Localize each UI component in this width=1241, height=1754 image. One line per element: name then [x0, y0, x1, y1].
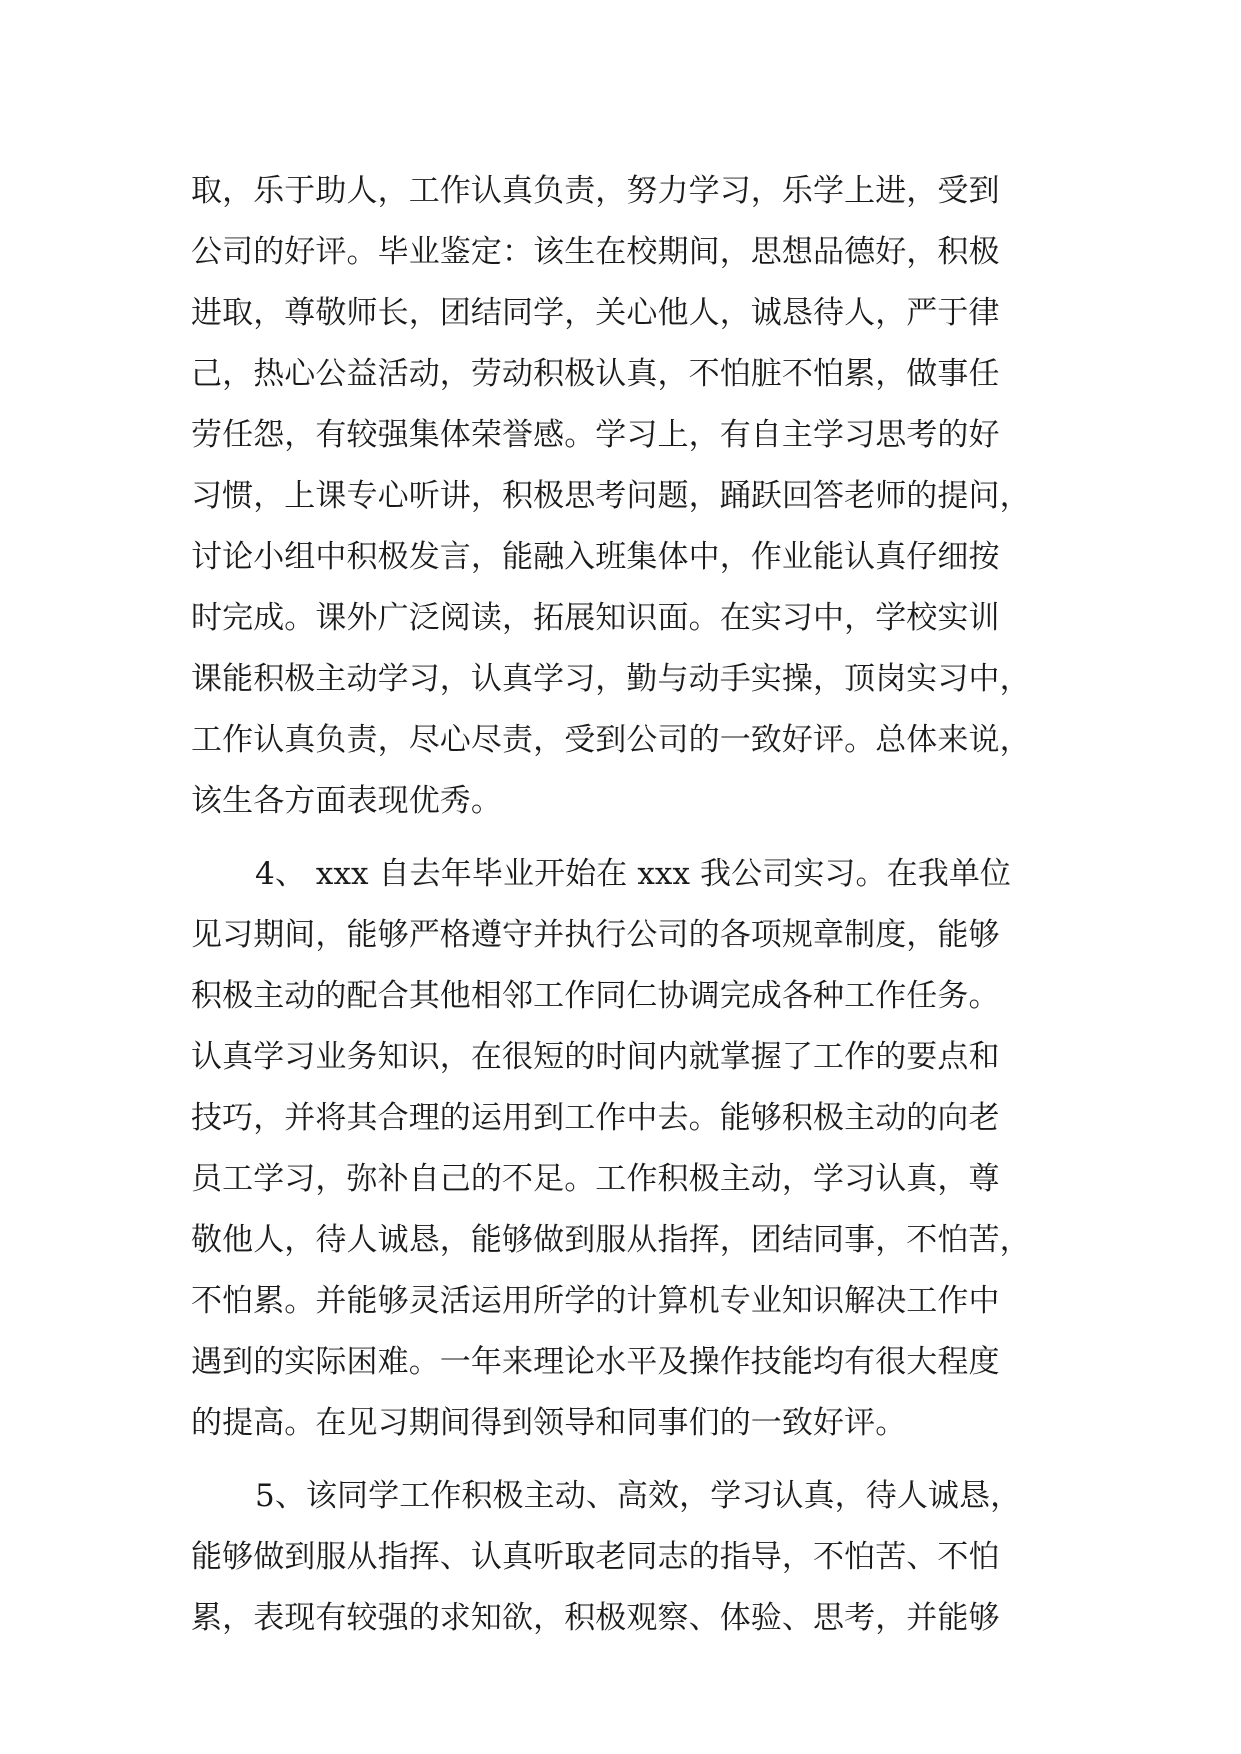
text-line: 认真学习业务知识，在很短的时间内就掌握了工作的要点和 [191, 1039, 1000, 1075]
text-line: 累，表现有较强的求知欲，积极观察、体验、思考，并能够 [191, 1600, 1000, 1636]
paragraph-4 [191, 844, 1071, 1454]
text-line: 讨论小组中积极发言，能融入班集体中，作业能认真仔细按 [191, 539, 1000, 575]
paragraph-5 [191, 1466, 1071, 1649]
text-line: 的提高。在见习期间得到领导和同事们的一致好评。 [191, 1405, 907, 1441]
text-line: 敬他人，待人诚恳，能够做到服从指挥，团结同事，不怕苦， [191, 1222, 1031, 1258]
text-line: 公司的好评。毕业鉴定：该生在校期间，思想品德好，积极 [191, 234, 1000, 270]
text-line: 员工学习，弥补自己的不足。工作积极主动，学习认真，尊 [191, 1161, 1000, 1197]
text-line: 取，乐于助人，工作认真负责，努力学习，乐学上进，受到 [191, 173, 1000, 209]
text-line: 该生各方面表现优秀。 [191, 783, 502, 819]
text-line: 能够做到服从指挥、认真听取老同志的指导，不怕苦、不怕 [191, 1539, 1000, 1575]
paragraph-3-continued [191, 161, 1071, 832]
text-line: 4、 xxx 自去年毕业开始在 xxx 我公司实习。在我单位 [255, 856, 1012, 892]
document-body [191, 161, 1071, 1649]
text-line: 习惯，上课专心听讲，积极思考问题，踊跃回答老师的提问， [191, 478, 1031, 514]
paragraph-spacer [191, 1454, 1071, 1466]
text-line: 时完成。课外广泛阅读，拓展知识面。在实习中，学校实训 [191, 600, 1000, 636]
text-line: 己，热心公益活动，劳动积极认真，不怕脏不怕累，做事任 [191, 356, 1000, 392]
text-line: 不怕累。并能够灵活运用所学的计算机专业知识解决工作中 [191, 1283, 1000, 1319]
text-line: 遇到的实际困难。一年来理论水平及操作技能均有很大程度 [191, 1344, 1000, 1380]
text-line: 工作认真负责，尽心尽责，受到公司的一致好评。总体来说， [191, 722, 1031, 758]
text-line: 积极主动的配合其他相邻工作同仁协调完成各种工作任务。 [191, 978, 1000, 1014]
text-line: 技巧，并将其合理的运用到工作中去。能够积极主动的向老 [191, 1100, 1000, 1136]
paragraph-spacer [191, 832, 1071, 844]
text-line: 进取，尊敬师长，团结同学，关心他人，诚恳待人，严于律 [191, 295, 1000, 331]
text-line: 5、该同学工作积极主动、高效，学习认真，待人诚恳， [255, 1478, 1022, 1514]
text-line: 课能积极主动学习，认真学习，勤与动手实操，顶岗实习中， [191, 661, 1031, 697]
text-line: 见习期间，能够严格遵守并执行公司的各项规章制度，能够 [191, 917, 1000, 953]
text-line: 劳任怨，有较强集体荣誉感。学习上，有自主学习思考的好 [191, 417, 1000, 453]
